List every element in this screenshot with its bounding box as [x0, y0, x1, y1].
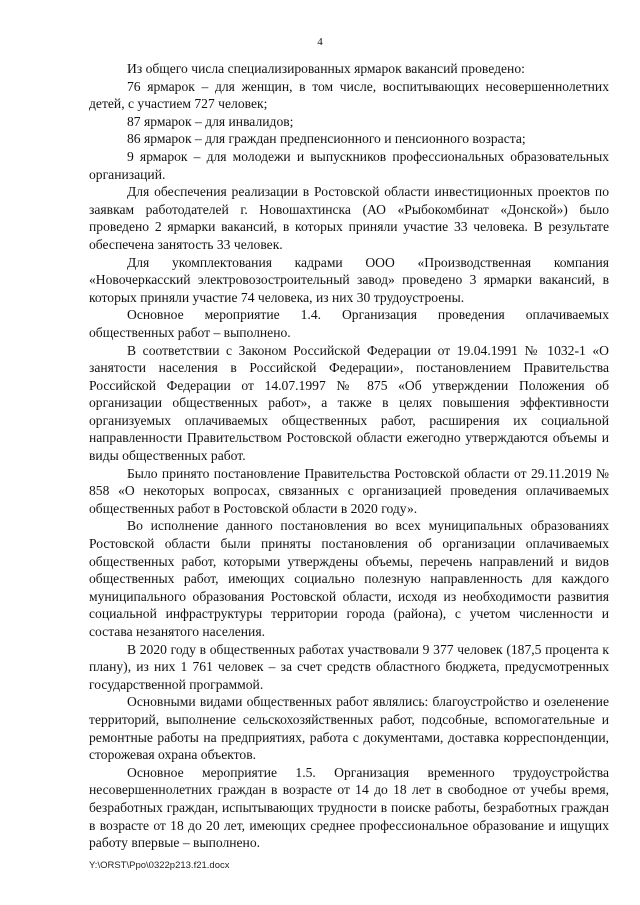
footer-file-path: Y:\ORST\Ppo\0322p213.f21.docx	[89, 860, 230, 871]
paragraph: В 2020 году в общественных работах участвовали 9 377 человек (187,5 процента к плану), из них 1 761 человек – за счет средств областного бюджета, предусмотренных государственной программой.	[89, 641, 609, 692]
paragraph: Во исполнение данного постановления во всех муниципальных образованиях Ростовской области были приняты постановления об организации оплачиваемых общественных работ, которыми утверждены объемы, перечень направлений и видов общественных работ, имеющих социально полезную направленность для каждого муниципального образования Ростовской области, исходя из необходимости развития социальной инфраструктуры территории города (района), с учетом численности и состава незанятого населения.	[89, 518, 609, 639]
paragraph: Было принято постановление Правительства Ростовской области от 29.11.2019 № 858 «О некоторых вопросах, связанных с организацией проведения оплачиваемых общественных работ в Ростовской области в 2020 году».	[89, 465, 609, 516]
paragraph: Из общего числа специализированных ярмарок вакансий проведено:	[127, 61, 525, 76]
paragraph: Для укомплектования кадрами ООО «Производственная компания «Новочеркасский электровозостроительный завод» проведено 3 ярмарки вакансий, в которых приняли участие 74 человека, из них 30 трудоустроены.	[89, 254, 609, 305]
page-number: 4	[317, 36, 323, 48]
paragraph: Основное мероприятие 1.4. Организация проведения оплачиваемых общественных работ – выполнено.	[89, 307, 609, 340]
paragraph: Основное мероприятие 1.5. Организация временного трудоустройства несовершеннолетних граждан в возрасте от 14 до 18 лет в свободное от учебы время, безработных граждан, испытывающих трудности в поиске работы, безработных граждан в возрасте от 18 до 20 лет, имеющих среднее профессиональное образование и ищущих работу впервые – выполнено.	[89, 764, 609, 851]
paragraph: В соответствии с Законом Российской Федерации от 19.04.1991 № 1032-1 «О занятости населения в Российской Федерации», постановлением Правительства Российской Федерации от 14.07.1997 № 875 «Об утверждении Положения об организации общественных работ», а также в целях повышения эффективности организуемых оплачиваемых общественных работ, расширения их социальной направленности Правительством Ростовской области ежегодно утверждаются объемы и виды общественных работ.	[89, 342, 609, 464]
paragraph: 9 ярмарок – для молодежи и выпускников профессиональных образовательных организаций.	[89, 148, 609, 182]
paragraph: 76 ярмарок – для женщин, в том числе, воспитывающих несовершеннолетних детей, с участием 727 человек;	[89, 78, 609, 112]
paragraph: 86 ярмарок – для граждан предпенсионного и пенсионного возраста;	[127, 131, 526, 147]
paragraph: Для обеспечения реализации в Ростовской области инвестиционных проектов по заявкам работодателей г. Новошахтинска (АО «Рыбокомбинат «Донской») было проведено 2 ярмарки вакансий, в которых приняли участие 33 человека. В результате обеспечена занятость 33 человек.	[89, 184, 609, 252]
document-body	[89, 60, 609, 852]
paragraph: Основными видами общественных работ являлись: благоустройство и озеленение территорий, выполнение сельскохозяйственных работ, подсобные, вспомогательные и ремонтные работы на предприятиях, работа с документами, доставка корреспонденции, сторожевая охрана объектов.	[89, 694, 609, 763]
paragraph: 87 ярмарок – для инвалидов;	[127, 113, 294, 129]
